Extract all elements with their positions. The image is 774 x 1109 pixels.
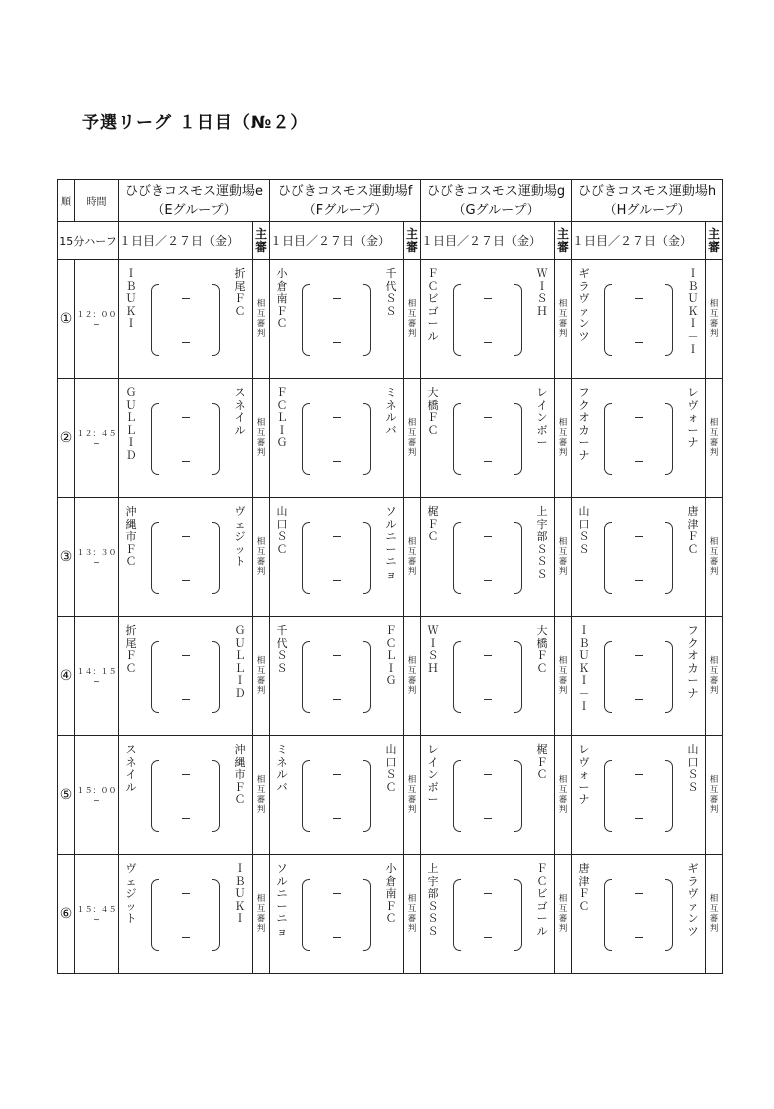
first-half-score-dash [484, 774, 492, 775]
first-half-score-dash [484, 417, 492, 418]
home-team: ＩＢＵＫＩ [125, 267, 137, 331]
score-box [302, 879, 371, 949]
score-box [302, 760, 371, 830]
score-bracket-left [151, 760, 159, 832]
referee-cell [253, 498, 270, 617]
away-team: ＩＢＵＫＩ－Ｉ [687, 267, 699, 356]
score-box [151, 403, 220, 473]
score-box [302, 641, 371, 711]
score-bracket-right [665, 522, 673, 594]
away-team: ＷＩＳＨ [536, 267, 548, 318]
away-team: ギラヴァンツ [687, 862, 699, 938]
referee-label: 相互審判 [709, 774, 719, 815]
second-half-score-dash [635, 937, 643, 938]
match-cell [572, 498, 706, 617]
referee-cell [404, 260, 421, 379]
second-half-score-dash [333, 461, 341, 462]
referee-label: 相互審判 [407, 774, 417, 815]
venue-group: （Gグループ） [452, 202, 540, 218]
score-bracket-left [604, 641, 612, 713]
first-half-score-dash [333, 536, 341, 537]
referee-cell [404, 736, 421, 855]
second-half-score-dash [484, 699, 492, 700]
away-team: ＦＣビゴール [536, 862, 548, 938]
score-bracket-left [302, 284, 310, 356]
first-half-score-dash [635, 774, 643, 775]
match-row [58, 379, 723, 498]
home-team: 大橋ＦＣ [427, 386, 439, 437]
venue-name: ひびきコスモス運動場e [125, 183, 263, 199]
home-team: 唐津ＦＣ [578, 862, 590, 913]
referee-label: 相互審判 [558, 536, 568, 577]
score-bracket-right [665, 879, 673, 951]
referee-cell [253, 617, 270, 736]
first-half-score-dash [182, 655, 190, 656]
date-label-h: １日目／２７日（金） [572, 222, 706, 260]
referee-label: 相互審判 [407, 893, 417, 934]
home-team: ヴェジット [125, 862, 137, 926]
second-half-score-dash [635, 699, 643, 700]
referee-label: 相互審判 [709, 655, 719, 696]
home-team: 沖縄市ＦＣ [125, 505, 137, 569]
second-half-score-dash [333, 342, 341, 343]
match-cell [421, 379, 555, 498]
kickoff-time: １５：４５~ [75, 855, 119, 974]
away-team: ＦＣ ＬＩＧ [385, 624, 408, 688]
match-row [58, 260, 723, 379]
referee-header: 主審 [253, 222, 270, 260]
home-team: ソルニーニョ [276, 862, 288, 938]
date-label-e: １日目／２７日（金） [119, 222, 253, 260]
referee-cell [555, 855, 572, 974]
kickoff-time: １３：３０~ [75, 498, 119, 617]
score-bracket-left [151, 522, 159, 594]
away-team: 折尾ＦＣ [234, 267, 246, 318]
home-team: ミネルバ [276, 743, 288, 794]
score-box [302, 403, 371, 473]
referee-cell [706, 855, 723, 974]
score-bracket-right [665, 284, 673, 356]
match-cell [572, 617, 706, 736]
match-cell [572, 855, 706, 974]
referee-cell [555, 736, 572, 855]
home-team: 千代ＳＳ [276, 624, 288, 675]
away-team: 上宇部ＳＳＳ [536, 505, 548, 581]
match-cell [270, 736, 404, 855]
score-bracket-right [514, 879, 522, 951]
second-half-score-dash [484, 461, 492, 462]
score-bracket-right [212, 522, 220, 594]
score-box [151, 760, 220, 830]
score-bracket-right [363, 760, 371, 832]
home-team: 梶ＦＣ [427, 505, 439, 544]
home-team: ＷＩＳＨ [427, 624, 439, 675]
match-row [58, 498, 723, 617]
away-team: フクオカーナ [687, 624, 699, 700]
score-box [604, 522, 673, 592]
kickoff-time: １４：１５~ [75, 617, 119, 736]
referee-label: 相互審判 [256, 536, 266, 577]
referee-label: 相互審判 [407, 417, 417, 458]
first-half-score-dash [484, 655, 492, 656]
home-team: 折尾ＦＣ [125, 624, 137, 675]
score-bracket-right [363, 522, 371, 594]
referee-label: 相互審判 [407, 655, 417, 696]
match-order: ① [58, 260, 75, 379]
match-cell [119, 736, 253, 855]
referee-cell [404, 498, 421, 617]
referee-label: 相互審判 [407, 298, 417, 339]
score-bracket-right [363, 641, 371, 713]
referee-cell [555, 617, 572, 736]
score-bracket-left [151, 403, 159, 475]
referee-cell [404, 617, 421, 736]
time-header: 時間 [75, 180, 119, 222]
match-cell [572, 260, 706, 379]
away-team: ミネルバ [385, 386, 397, 437]
match-cell [421, 855, 555, 974]
match-cell [119, 855, 253, 974]
second-half-score-dash [484, 342, 492, 343]
kickoff-time: １５：００~ [75, 736, 119, 855]
score-bracket-right [665, 760, 673, 832]
score-box [453, 522, 522, 592]
score-bracket-left [453, 284, 461, 356]
score-box [604, 284, 673, 354]
second-half-score-dash [635, 342, 643, 343]
match-order: ⑤ [58, 736, 75, 855]
score-bracket-left [302, 641, 310, 713]
referee-cell [706, 498, 723, 617]
score-box [151, 641, 220, 711]
score-bracket-right [665, 641, 673, 713]
match-row [58, 736, 723, 855]
date-header-row [58, 222, 723, 260]
score-bracket-left [151, 879, 159, 951]
score-bracket-left [604, 879, 612, 951]
date-label-g: １日目／２７日（金） [421, 222, 555, 260]
referee-label: 相互審判 [558, 893, 568, 934]
score-box [453, 284, 522, 354]
match-cell [119, 617, 253, 736]
score-bracket-left [604, 403, 612, 475]
referee-label: 相互審判 [558, 417, 568, 458]
match-cell [270, 855, 404, 974]
score-bracket-right [363, 284, 371, 356]
score-bracket-left [453, 879, 461, 951]
first-half-score-dash [484, 536, 492, 537]
match-cell [421, 498, 555, 617]
score-bracket-right [363, 403, 371, 475]
score-bracket-left [453, 522, 461, 594]
referee-label: 相互審判 [709, 893, 719, 934]
away-team: ＩＢＵＫＩ [234, 862, 246, 926]
match-cell [270, 379, 404, 498]
referee-label: 相互審判 [256, 774, 266, 815]
referee-header: 主審 [706, 222, 723, 260]
score-bracket-left [453, 403, 461, 475]
home-team: ＩＢＵＫＩ－Ｉ [578, 624, 590, 713]
score-box [151, 284, 220, 354]
referee-label: 相互審判 [558, 298, 568, 339]
first-half-score-dash [333, 655, 341, 656]
first-half-score-dash [635, 298, 643, 299]
away-team: 大橋ＦＣ [536, 624, 548, 675]
referee-label: 相互審判 [256, 655, 266, 696]
second-half-score-dash [182, 461, 190, 462]
match-order: ④ [58, 617, 75, 736]
referee-cell [253, 855, 270, 974]
match-order: ⑥ [58, 855, 75, 974]
home-team: フクオカーナ [578, 386, 590, 462]
away-team: レインボー [536, 386, 548, 450]
score-bracket-left [151, 284, 159, 356]
score-bracket-left [604, 760, 612, 832]
away-team: 千代ＳＳ [385, 267, 397, 318]
score-bracket-left [302, 879, 310, 951]
score-bracket-right [514, 760, 522, 832]
score-box [604, 760, 673, 830]
first-half-score-dash [635, 655, 643, 656]
page-title: 予選リーグ １日目（№２） [82, 113, 309, 133]
referee-cell [253, 260, 270, 379]
second-half-score-dash [635, 461, 643, 462]
first-half-score-dash [635, 417, 643, 418]
home-team: 山口ＳＣ [276, 505, 288, 556]
match-cell [421, 617, 555, 736]
home-team: レヴォーナ [578, 743, 590, 807]
match-cell [421, 260, 555, 379]
second-half-score-dash [333, 580, 341, 581]
venue-name: ひびきコスモス運動場h [577, 183, 717, 199]
first-half-score-dash [182, 298, 190, 299]
second-half-score-dash [333, 818, 341, 819]
away-team: スネイル [234, 386, 246, 437]
referee-label: 相互審判 [256, 417, 266, 458]
referee-cell [706, 379, 723, 498]
match-cell [119, 379, 253, 498]
second-half-score-dash [182, 937, 190, 938]
score-bracket-right [212, 879, 220, 951]
score-bracket-right [665, 403, 673, 475]
away-team: ソルニーニョ [385, 505, 397, 581]
first-half-score-dash [484, 298, 492, 299]
match-cell [270, 260, 404, 379]
referee-cell [706, 617, 723, 736]
venue-header-e [119, 180, 270, 222]
referee-cell [404, 379, 421, 498]
referee-cell [253, 379, 270, 498]
kickoff-time: １２：４５~ [75, 379, 119, 498]
score-box [151, 522, 220, 592]
second-half-score-dash [333, 699, 341, 700]
score-box [151, 879, 220, 949]
referee-label: 相互審判 [256, 893, 266, 934]
referee-cell [706, 260, 723, 379]
venue-header-row [58, 180, 723, 222]
home-team: ＦＣ ＬＩＧ [276, 386, 299, 450]
match-cell [572, 379, 706, 498]
match-cell [119, 498, 253, 617]
second-half-score-dash [484, 580, 492, 581]
score-bracket-right [363, 879, 371, 951]
match-cell [421, 736, 555, 855]
venue-header-h [572, 180, 723, 222]
score-bracket-right [212, 403, 220, 475]
score-bracket-right [514, 641, 522, 713]
score-box [604, 879, 673, 949]
score-box [604, 403, 673, 473]
home-team: 上宇部ＳＳＳ [427, 862, 439, 938]
referee-header: 主審 [555, 222, 572, 260]
home-team: スネイル [125, 743, 137, 794]
first-half-score-dash [333, 774, 341, 775]
match-cell [270, 617, 408, 736]
venue-name: ひびきコスモス運動場f [277, 183, 413, 199]
score-bracket-left [151, 641, 159, 713]
score-bracket-left [453, 641, 461, 713]
referee-cell [253, 736, 270, 855]
score-bracket-left [453, 760, 461, 832]
referee-cell [555, 498, 572, 617]
referee-label: 相互審判 [558, 655, 568, 696]
first-half-score-dash [635, 536, 643, 537]
venue-header-f [270, 180, 421, 222]
referee-label: 相互審判 [407, 536, 417, 577]
referee-label: 相互審判 [709, 298, 719, 339]
away-team: ＧＵＬＬＩＤ [234, 624, 246, 700]
match-order: ③ [58, 498, 75, 617]
second-half-score-dash [333, 937, 341, 938]
score-bracket-right [514, 522, 522, 594]
half-format-label: 15分ハーフ [58, 222, 119, 260]
first-half-score-dash [484, 893, 492, 894]
home-team: ギラヴァンツ [578, 267, 590, 343]
referee-cell [555, 260, 572, 379]
second-half-score-dash [484, 818, 492, 819]
score-box [453, 879, 522, 949]
first-half-score-dash [182, 417, 190, 418]
score-bracket-left [302, 522, 310, 594]
order-header: 順 [58, 180, 75, 222]
second-half-score-dash [182, 342, 190, 343]
venue-group: （Eグループ） [151, 202, 237, 218]
score-bracket-right [212, 284, 220, 356]
referee-label: 相互審判 [558, 774, 568, 815]
venue-header-g [421, 180, 572, 222]
match-row [58, 617, 723, 736]
first-half-score-dash [333, 893, 341, 894]
second-half-score-dash [484, 937, 492, 938]
home-team: ＧＵＬＬＩＤ [125, 386, 137, 462]
score-bracket-right [212, 760, 220, 832]
score-box [302, 284, 371, 354]
away-team: 唐津ＦＣ [687, 505, 699, 556]
away-team: ヴェジット [234, 505, 246, 569]
second-half-score-dash [182, 699, 190, 700]
score-box [302, 522, 371, 592]
score-bracket-left [604, 522, 612, 594]
first-half-score-dash [182, 893, 190, 894]
home-team: 小倉南ＦＣ [276, 267, 288, 331]
first-half-score-dash [333, 298, 341, 299]
venue-group: （Hグループ） [603, 202, 691, 218]
referee-label: 相互審判 [256, 298, 266, 339]
first-half-score-dash [182, 536, 190, 537]
away-team: 山口ＳＣ [385, 743, 397, 794]
referee-header: 主審 [404, 222, 421, 260]
first-half-score-dash [635, 893, 643, 894]
away-team: 沖縄市ＦＣ [234, 743, 246, 807]
score-box [604, 641, 673, 711]
match-cell [572, 736, 706, 855]
score-bracket-right [212, 641, 220, 713]
score-bracket-right [514, 403, 522, 475]
venue-name: ひびきコスモス運動場g [426, 183, 566, 199]
score-box [453, 641, 522, 711]
kickoff-time: １２：００~ [75, 260, 119, 379]
referee-cell [404, 855, 421, 974]
first-half-score-dash [333, 417, 341, 418]
date-label-f: １日目／２７日（金） [270, 222, 404, 260]
referee-label: 相互審判 [709, 417, 719, 458]
referee-cell [555, 379, 572, 498]
away-team: 小倉南ＦＣ [385, 862, 397, 926]
home-team: ＦＣビゴール [427, 267, 439, 343]
match-schedule-table [57, 179, 723, 974]
score-bracket-left [604, 284, 612, 356]
away-team: 山口ＳＳ [687, 743, 699, 794]
home-team: 山口ＳＳ [578, 505, 590, 556]
second-half-score-dash [182, 818, 190, 819]
match-cell [119, 260, 253, 379]
score-box [453, 403, 522, 473]
away-team: レヴォーナ [687, 386, 699, 450]
second-half-score-dash [635, 818, 643, 819]
second-half-score-dash [182, 580, 190, 581]
referee-label: 相互審判 [709, 536, 719, 577]
score-box [453, 760, 522, 830]
second-half-score-dash [635, 580, 643, 581]
match-row [58, 855, 723, 974]
score-bracket-right [514, 284, 522, 356]
score-bracket-left [302, 760, 310, 832]
first-half-score-dash [182, 774, 190, 775]
home-team: レインボー [427, 743, 439, 807]
score-bracket-left [302, 403, 310, 475]
match-order: ② [58, 379, 75, 498]
away-team: 梶ＦＣ [536, 743, 548, 782]
venue-group: （Fグループ） [302, 202, 388, 218]
referee-cell [706, 736, 723, 855]
match-cell [270, 498, 404, 617]
